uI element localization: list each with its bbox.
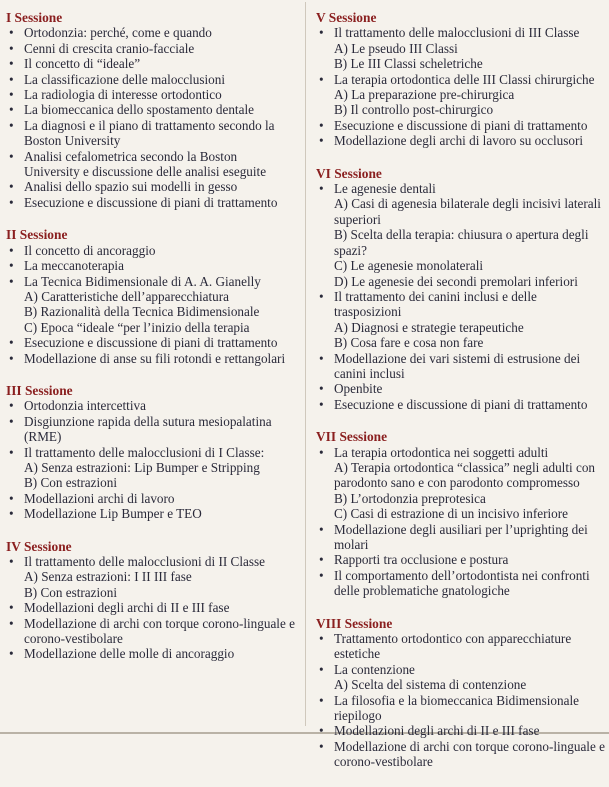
topic-text: La terapia ortodontica nei soggetti adulti bbox=[334, 444, 549, 460]
topic-item bbox=[316, 445, 606, 460]
topic-text: Modellazione di archi con torque corono-linguale e corono-vestibolare bbox=[24, 615, 295, 647]
topic-item bbox=[316, 552, 606, 567]
topic-text: Le agenesie dentali bbox=[334, 181, 436, 197]
topic-text: Trattamento ortodontico con apparecchiature estetiche bbox=[334, 631, 572, 662]
topic-text: La contenzione bbox=[334, 661, 415, 677]
topic-item bbox=[6, 243, 296, 258]
topic-item bbox=[316, 693, 606, 724]
session-block bbox=[316, 429, 606, 598]
topic-item bbox=[316, 723, 606, 738]
topic-item bbox=[6, 445, 296, 460]
topic-item bbox=[316, 289, 606, 320]
topic-item bbox=[6, 41, 296, 56]
session-topic-list bbox=[316, 181, 606, 412]
topic-text: La biomeccanica dello spostamento dentale bbox=[24, 102, 254, 118]
subtopic-item: B) Con estrazioni bbox=[24, 475, 118, 491]
subtopic-item: B) Con estrazioni bbox=[24, 584, 118, 600]
topic-item bbox=[6, 335, 296, 350]
topic-item bbox=[6, 554, 296, 569]
subtopic-item: A) Le pseudo III Classi bbox=[334, 40, 458, 56]
topic-item bbox=[6, 102, 296, 117]
topic-text: Modellazione degli ausiliari per l’uprighting dei molari bbox=[334, 521, 588, 552]
topic-text: Modellazione dei vari sistemi di estrusione dei canini inclusi bbox=[334, 350, 581, 381]
left-column bbox=[6, 10, 296, 679]
topic-text: Modellazione di archi con torque corono-linguale e corono-vestibolare bbox=[334, 738, 605, 770]
subtopic-item: A) Scelta del sistema di contenzione bbox=[334, 677, 527, 693]
topic-text: Esecuzione e discussione di piani di trattamento bbox=[334, 117, 588, 133]
topic-item bbox=[6, 195, 296, 210]
session-topic-list bbox=[6, 243, 296, 366]
topic-item bbox=[6, 87, 296, 102]
topic-text: Disgiunzione rapida della sutura mesiopalatina (RME) bbox=[24, 413, 272, 445]
topic-item bbox=[316, 351, 606, 382]
topic-text: La filosofia e la biomeccanica Bidimensionale riepilogo bbox=[334, 692, 579, 724]
topic-item bbox=[316, 739, 606, 770]
subtopic-item: C) Casi di estrazione di un incisivo inferiore bbox=[334, 506, 569, 522]
session-topic-list bbox=[6, 398, 296, 521]
topic-text: La diagnosi e il piano di trattamento secondo la Boston University bbox=[24, 117, 275, 149]
topic-text: Esecuzione e discussione di piani di trattamento bbox=[24, 194, 278, 210]
topic-text: Il concetto di ancoraggio bbox=[24, 242, 156, 258]
topic-item bbox=[316, 118, 606, 133]
topic-item bbox=[6, 351, 296, 366]
topic-text: Modellazioni archi di lavoro bbox=[24, 490, 175, 506]
topic-item bbox=[316, 381, 606, 396]
session-title: VIII Sessione bbox=[316, 615, 393, 631]
subtopic-item: A) Terapia ortodontica “classica” negli adulti con parodonto sano e con parodonto compromesso bbox=[334, 459, 596, 491]
session-title: II Sessione bbox=[6, 227, 68, 243]
topic-text: La classificazione delle malocclusioni bbox=[24, 71, 226, 87]
session-topic-list bbox=[316, 631, 606, 770]
topic-text: Modellazione degli archi di lavoro su occlusori bbox=[334, 133, 584, 149]
topic-text: Openbite bbox=[334, 381, 383, 397]
topic-text: Ortodonzia intercettiva bbox=[24, 398, 146, 414]
subtopic-item: A) La preparazione pre-chirurgica bbox=[334, 87, 515, 103]
subtopic-item: A) Caratteristiche dell’apparecchiatura bbox=[24, 288, 230, 304]
subtopic-item: C) Epoca “ideale “per l’inizio della terapia bbox=[24, 319, 250, 335]
topic-text: Il trattamento delle malocclusioni di II Classe bbox=[24, 554, 265, 569]
subtopic-item: D) Le agenesie dei secondi premolari inferiori bbox=[334, 273, 578, 289]
column-divider bbox=[305, 2, 306, 726]
topic-text: La radiologia di interesse ortodontico bbox=[24, 87, 222, 103]
session-block bbox=[6, 227, 296, 366]
session-block bbox=[6, 539, 296, 662]
topic-item bbox=[6, 398, 296, 413]
topic-text: Esecuzione e discussione di piani di trattamento bbox=[24, 335, 278, 351]
topic-text: Modellazioni degli archi di II e III fase bbox=[24, 600, 230, 616]
session-block bbox=[316, 616, 606, 770]
topic-text: Il trattamento delle malocclusioni di III Classe bbox=[334, 25, 580, 41]
session-block bbox=[316, 10, 606, 149]
topic-item bbox=[6, 491, 296, 506]
topic-text: Cenni di crescita cranio-facciale bbox=[24, 40, 195, 56]
subtopic-item: B) Il controllo post-chirurgico bbox=[334, 102, 494, 118]
topic-text: Modellazione di anse su fili rotondi e rettangolari bbox=[24, 350, 286, 366]
topic-item bbox=[6, 179, 296, 194]
session-topic-list bbox=[6, 25, 296, 210]
session-title: V Sessione bbox=[316, 10, 377, 25]
subtopic-item: B) L’ortodonzia preprotesica bbox=[334, 490, 486, 506]
topic-text: Rapporti tra occlusione e postura bbox=[334, 552, 509, 568]
topic-item bbox=[6, 258, 296, 273]
topic-item bbox=[6, 616, 296, 647]
topic-item bbox=[316, 397, 606, 412]
session-topic-list bbox=[316, 25, 606, 148]
topic-item bbox=[6, 25, 296, 40]
topic-item bbox=[6, 274, 296, 289]
topic-text: La meccanoterapia bbox=[24, 258, 124, 274]
topic-item bbox=[6, 600, 296, 615]
session-title: III Sessione bbox=[6, 382, 73, 398]
topic-item bbox=[316, 133, 606, 148]
topic-text: Il trattamento delle malocclusioni di I Classe: bbox=[24, 444, 265, 460]
topic-text: Modellazione Lip Bumper e TEO bbox=[24, 506, 202, 522]
topic-item bbox=[6, 56, 296, 71]
topic-item bbox=[6, 118, 296, 149]
topic-text: Analisi cefalometrica secondo la Boston University e discussione delle analisi eseguite bbox=[24, 148, 267, 180]
topic-text: Analisi dello spazio sui modelli in gesso bbox=[24, 179, 238, 195]
topic-item bbox=[316, 662, 606, 677]
topic-text: Modellazioni degli archi di II e III fase bbox=[334, 723, 540, 739]
topic-item bbox=[316, 72, 606, 87]
topic-item bbox=[316, 181, 606, 196]
topic-text: Il trattamento dei canini inclusi e delle trasposizioni bbox=[334, 288, 537, 320]
topic-text: Ortodonzia: perché, come e quando bbox=[24, 25, 212, 41]
session-title: IV Sessione bbox=[6, 538, 72, 554]
topic-text: Modellazione delle molle di ancoraggio bbox=[24, 646, 235, 662]
topic-item bbox=[316, 568, 606, 599]
session-topic-list bbox=[316, 445, 606, 599]
subtopic-item: A) Senza estrazioni: Lip Bumper e Stripping bbox=[24, 459, 260, 475]
topic-text: La Tecnica Bidimensionale di A. A. Gianelly bbox=[24, 273, 261, 289]
subtopic-item: C) Le agenesie monolaterali bbox=[334, 258, 484, 274]
topic-item bbox=[6, 149, 296, 180]
session-block bbox=[316, 166, 606, 413]
session-title: VI Sessione bbox=[316, 165, 382, 181]
topic-item bbox=[316, 522, 606, 553]
session-block bbox=[6, 10, 296, 210]
topic-item bbox=[6, 646, 296, 661]
subtopic-item: A) Senza estrazioni: I II III fase bbox=[24, 569, 192, 585]
right-column bbox=[316, 10, 606, 787]
topic-item bbox=[316, 631, 606, 662]
subtopic-item: B) Scelta della terapia: chiusura o apertura degli spazi? bbox=[334, 227, 589, 258]
topic-item bbox=[6, 414, 296, 445]
topic-text: La terapia ortodontica delle III Classi chirurgiche bbox=[334, 71, 595, 87]
session-title: VII Sessione bbox=[316, 429, 388, 445]
topic-item bbox=[6, 506, 296, 521]
topic-text: Il concetto di “ideale” bbox=[24, 56, 141, 72]
subtopic-item: B) Razionalità della Tecnica Bidimensionale bbox=[24, 304, 260, 320]
subtopic-item: A) Casi di agenesia bilaterale degli incisivi laterali superiori bbox=[334, 196, 601, 227]
session-block bbox=[6, 383, 296, 522]
subtopic-item: A) Diagnosi e strategie terapeutiche bbox=[334, 319, 524, 335]
subtopic-item: B) Cosa fare e cosa non fare bbox=[334, 335, 484, 351]
topic-text: Esecuzione e discussione di piani di trattamento bbox=[334, 396, 588, 412]
subtopic-item: B) Le III Classi scheletriche bbox=[334, 56, 483, 72]
session-topic-list bbox=[6, 554, 296, 662]
topic-text: Il comportamento dell’ortodontista nei confronti delle problematiche gnatologiche bbox=[334, 567, 590, 599]
session-title: I Sessione bbox=[6, 10, 63, 25]
topic-item bbox=[316, 25, 606, 40]
topic-item bbox=[6, 72, 296, 87]
